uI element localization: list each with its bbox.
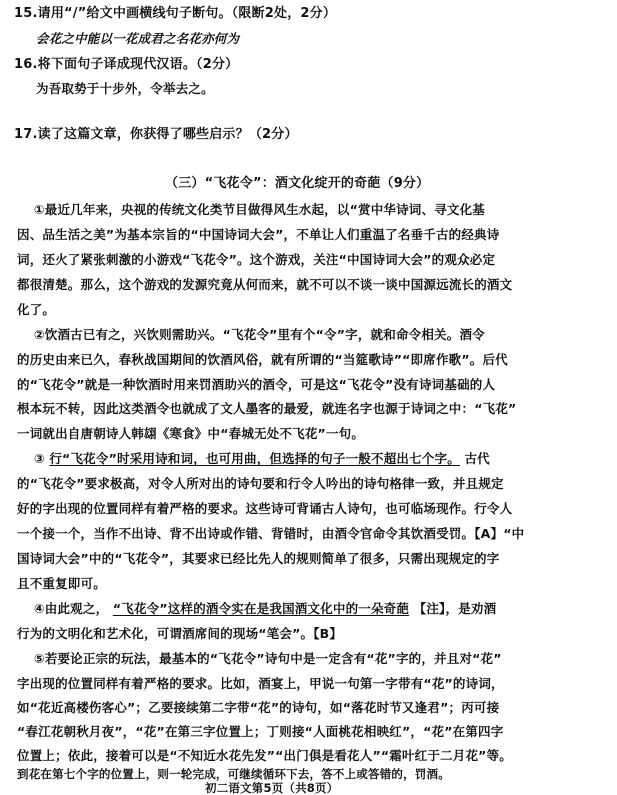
- paragraph-2-line-1: ②饮酒古已有之，兴饮则需助兴。“飞花令”里有个“令”字，就和命令相关。酒令: [34, 327, 485, 342]
- paragraph-3-line-3: 好的字出现的位置同样有着严格的要求。这些诗可背诵古人诗句，也可临场现作。行令人: [17, 501, 513, 516]
- question-16: 16.将下面句子译成现代汉语。（2分）: [14, 57, 239, 72]
- paragraph-4-lead: ④由此观之，: [34, 601, 109, 616]
- paragraph-4-tail: 【注】，是劝酒: [413, 601, 497, 616]
- paragraph-3-line-4: 一个接一个，当作不出诗、背不出诗或作错、背错时，由酒令官命令其饮酒受罚。【A】“中: [17, 526, 525, 541]
- paragraph-4-line-2: 行为的文明化和艺术化，可谓酒席间的现场“笔会”。【B】: [17, 626, 343, 641]
- paragraph-3-line-1-tail: 古代: [464, 451, 490, 466]
- paragraph-5-line-2: 字出现的位置同样有着严格的要求。比如，酒宴上，甲说一句第一字带有“花”的诗词，: [17, 676, 504, 691]
- page-footer: 初二语文第5页（共8页）: [205, 781, 339, 795]
- paragraph-4-line-1: [34, 601, 496, 617]
- question-15-classical-text: 会花之中能以一花成君之名花亦何为: [36, 31, 240, 46]
- paragraph-5-line-1: ⑤若要论正宗的玩法，最基本的“飞花令”诗句中是一定含有“花”字的，并且对“花”: [34, 651, 502, 666]
- paragraph-3-line-5: 国诗词大会”中的“飞花令”，其要求已经比先人的规则简单了很多，只需出现规定的字: [17, 551, 500, 566]
- paragraph-3-underlined-sentence: 行“飞花令”时采用诗和词，也可用曲，但选择的句子一般不超出七个字。: [49, 451, 460, 466]
- paragraph-2-line-2: 的历史由来已久，春秋战国期间的饮酒风俗，就有所谓的“当筵歌诗”“即席作歌”。后代: [17, 352, 508, 367]
- question-15: 15.请用“/”给文中画横线句子断句。（限断2处，2分）: [14, 6, 337, 21]
- paragraph-2-line-4: 根本玩不转，因此这类酒令也就成了文人墨客的最爱，就连名字也源于诗词之中：“飞花”: [17, 401, 517, 416]
- paragraph-3-line-1: [34, 451, 490, 467]
- paragraph-1-line-1: ①最近几年来，央视的传统文化类节目做得风生水起，以“赏中华诗词、寻文化基: [34, 202, 486, 217]
- question-16-sentence: 为吾取势于十步外，令举去之。: [36, 81, 214, 96]
- paragraph-3-line-2: 的“飞花令”要求极高，对令人所对出的诗句要和行令人吟出的诗句格律一致，并且规定: [17, 476, 504, 491]
- paragraph-4-underlined-sentence: “飞花令”这样的酒令实在是我国酒文化中的一朵奇葩: [112, 601, 410, 616]
- paragraph-1-line-5: 化了。: [17, 302, 56, 317]
- paragraph-2-line-3: 的“飞花令”就是一种饮酒时用来罚酒助兴的酒令，可是这“飞花令”没有诗词基础的人: [17, 377, 496, 392]
- paragraph-3-line-6: 且不重复即可。: [17, 576, 106, 591]
- paragraph-5-line-3: 如“花近高楼伤客心”；乙要接续第二字带“花”的诗句，如“落花时节又逢君”；丙可接: [17, 700, 500, 715]
- paragraph-5-line-4: “春江花朝秋月夜”，“花”在第三字位置上；丁则接“人面桃花相映红”，“花”在第四字: [17, 724, 504, 739]
- paragraph-5-line-5: 位置上；依此，接着可以是“不知近水花先发”“出门俱是看花人”“霜叶红于二月花”等。: [17, 748, 512, 763]
- paragraph-2-line-5: 一词就出自唐朝诗人韩翃《寒食》中“春城无处不飞花”一句。: [17, 426, 365, 441]
- paragraph-3-marker: ③: [34, 451, 45, 466]
- paragraph-1-line-4: 都很清楚。那么，这个游戏的发源究竟从何而来，就不可以不谈一谈中国源远流长的酒文: [17, 277, 513, 292]
- paragraph-1-line-3: 词，还火了紧张刺激的小游戏“飞花令”。这个游戏，关注“中国诗词大会”的观众必定: [17, 252, 496, 267]
- paragraph-1-line-2: 因、品生活之美”为基本宗旨的“中国诗词大会”，不单让人们重温了名垂千古的经典诗: [17, 227, 500, 242]
- question-17: 17.读了这篇文章，你获得了哪些启示？（2分）: [14, 127, 298, 142]
- section-title: （三）“飞花令”：酒文化绽开的奇葩（9分）: [165, 176, 430, 191]
- paragraph-5-line-6: 到花在第七个字的位置上，则一轮完成，可继续循环下去，答不上或答错的，罚酒。: [17, 767, 450, 781]
